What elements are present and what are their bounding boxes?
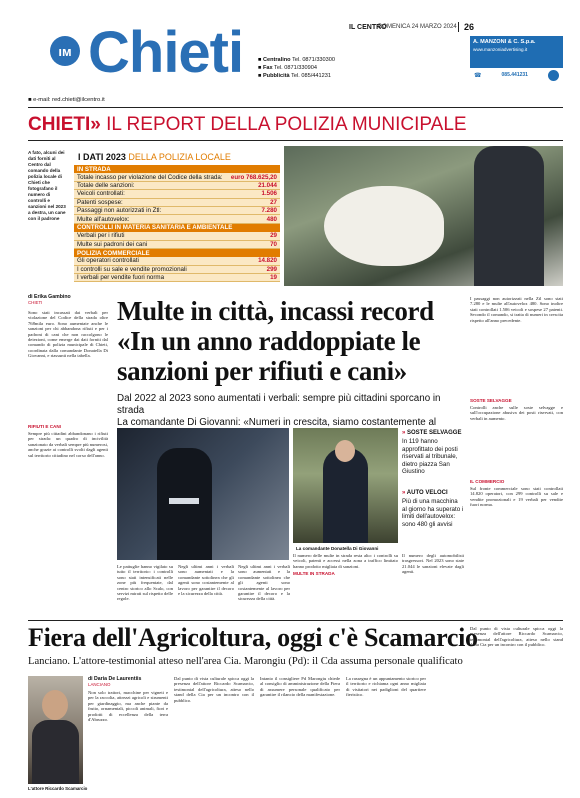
- section-city: CHIETI: [28, 114, 91, 135]
- table-row: Multe all'autovelox: 480: [74, 215, 280, 223]
- article1-column-1: Sono stati incassati dai verbali per violazione del Codice della strada oltre 768mila euro. Sono aumentate anche le sanzioni per chi abbandona rifiuti e per i padroni di cani che non raccolgono le deiezioni, come emerge dai dati forniti dal comando di polizia municipale di Chieti, coordinata dalla comandante Donatella Di Giovanni, e riassunti nella tabella.: [28, 310, 108, 359]
- table-row: Passaggi non autorizzati in Ztl: 7.280: [74, 207, 280, 215]
- ad-phone-strip: [470, 68, 563, 82]
- comandante-photo: [293, 428, 398, 543]
- article1-column-e: Il numero degli automobilisti trasgressori. Nel 2023 sono state 21.044 le sanzioni elevate dagli agenti.: [402, 553, 464, 575]
- ad-company: A. MANZONI & C. S.p.a.: [473, 39, 536, 45]
- table-row: Gli operatori controllati 14.820: [74, 257, 280, 265]
- article2-column-4: La rassegna è un appuntamento storico per il territorio e richiama ogni anno migliaia di visitatori nei padiglioni del quartiere fieristico.: [346, 676, 426, 698]
- article1-subhead: Dal 2022 al 2023 sono aumentati i verbali: sempre più cittadini sporcano in strada La comandante Di Giovanni: «Numeri in crescita, siamo costantemente al: [117, 393, 441, 428]
- box-title: » AUTO VELOCI: [402, 490, 448, 496]
- police-officer-shape: [157, 448, 212, 560]
- table-row: Multe sui padroni dei cani 70: [74, 241, 280, 249]
- table-row: I verbali per vendite fuori norma 19: [74, 274, 280, 282]
- article2-column-3: Intanto il consigliere Pd Marongiu chiede al consiglio di amministrazione della Fiera di assumere personale qualificato per garantire il rilancio della manifestazione.: [260, 676, 340, 698]
- box-arrow: »: [402, 430, 408, 436]
- masthead-title: Chieti: [88, 20, 244, 85]
- table-row: Totale incasso per violazione del Codice della strada: euro 768.625,20: [74, 173, 280, 181]
- table-header: [74, 148, 280, 165]
- box-arrow: »: [402, 490, 407, 496]
- article1-headline: Multe in città, incassi record «In un anno raddoppiate le sanzioni per rifiuti e cani»: [117, 296, 434, 386]
- email-line: ■ e-mail: red.chieti@ilcentro.it: [28, 97, 105, 103]
- comandante-face-shape: [335, 440, 355, 462]
- table-row: I controlli su sale e vendite promozionali 299: [74, 266, 280, 274]
- table-row: Verbali per i rifiuti 29: [74, 232, 280, 240]
- box-soste-selvagge: [402, 430, 464, 476]
- article2-byline: di Daria De Laurentiis LANCIANO: [88, 676, 142, 687]
- ad-phone: 085.441231: [501, 72, 528, 78]
- article-separator: [28, 620, 563, 621]
- box-text: Più di una macchina al giorno ha superato i limiti dell'autovelox: sono 480 gli avvisi: [402, 498, 464, 528]
- scamarcio-face-shape: [42, 690, 68, 720]
- section-topic: IL REPORT DELLA POLIZIA MUNICIPALE: [106, 114, 467, 135]
- ad-box: [470, 36, 563, 82]
- table-section-title: POLIZIA COMMERCIALE: [74, 249, 280, 257]
- article2-column-5: Dal punto di vista culturale spicca oggi la presenza dell'attore Riccardo Scamarcio, testimonial dell'agricoltura, atteso nello stand della Cia per un incontro con il pubblico.: [470, 626, 563, 648]
- sidebar-caption: A fato, alcuni dei dati forniti al Centro dal comando della polizia locale di Chieti che fotografano il numero di controlli e sanzioni nel 2023 a destra, un cane con il padrone: [28, 150, 66, 221]
- article1-cap-multe: MULTE IN STRADA: [293, 571, 335, 577]
- contact-row: ■ Centralino Tel. 0871/330300: [258, 57, 335, 63]
- header-divider: [458, 22, 459, 32]
- article2-headline: Fiera dell'Agricoltura, oggi c'è Scamarcio: [28, 623, 478, 652]
- contact-row: ■ Fax Tel. 0871/330904: [258, 65, 317, 71]
- person-shape: [474, 146, 544, 286]
- ad-logo-icon: [548, 70, 559, 81]
- box-title: » SOSTE SELVAGGE: [402, 430, 462, 436]
- table-header-prefix: I DATI 2023: [78, 151, 126, 162]
- issue-date: DOMENICA 24 MARZO 2024: [378, 24, 457, 30]
- data-table: [74, 148, 280, 282]
- article1-column-c: Negli ultimi anni i verbali sono aumentati e la comandante sottolinea che gli agenti sono costantemente al lavoro per garantire il decoro e la sicurezza della città.: [178, 564, 234, 597]
- article1-cap-commercio: IL COMMERCIO: [470, 479, 505, 484]
- paper-name: IL CENTRO: [349, 24, 387, 31]
- table-row: Totale delle sanzioni: 21.044: [74, 182, 280, 190]
- masthead-logo-mark: ıᴍ: [50, 36, 80, 66]
- police-text-shape: [169, 498, 199, 504]
- article1-cap-rifiuti: RIFIUTI E CANI: [28, 424, 61, 429]
- article2-subhead: Lanciano. L'attore-testimonial atteso nell'area Cia. Marongiu (Pd): il Cda assuma personale qualificato: [28, 656, 463, 667]
- article1-column-b: Le pattuglie hanno vigilato su tutto il territorio: i controlli sono stati intensificati nelle zone più frequentate, dal centro storico allo Scalo, con servizi mirati sul rispetto delle regole.: [117, 564, 173, 602]
- article1-byline: di Erika Gambino CHIETI: [28, 294, 71, 305]
- article1-right-text-1: Controlli anche sulle soste selvagge e sull'occupazione abusiva dei posti riservati, con verbali in aumento.: [470, 405, 563, 421]
- police-photo: [117, 428, 289, 560]
- table-section-title: IN STRADA: [74, 165, 280, 173]
- comandante-photo-caption: La comandante Donatella Di Giovanni: [296, 546, 379, 551]
- table-row: Veicoli controllati: 1.506: [74, 190, 280, 198]
- header-bottom-rule: [28, 107, 563, 108]
- dog-shape: [324, 186, 444, 266]
- ad-site: www.manzoniadvertising.it: [473, 47, 528, 52]
- article1-cap-soste: SOSTE SELVAGGE: [470, 398, 512, 403]
- article1-column-1b: Sempre più cittadini abbandonano i rifiuti per strada: un quadro di incivilità sanzionato da verbali sempre più numerosi, anche grazie ai controlli svolti dagli agenti sul territorio cittadino nel corso dell'anno.: [28, 431, 108, 458]
- comandante-shape: [323, 448, 368, 543]
- scamarcio-photo: [28, 676, 83, 784]
- scamarcio-photo-caption: L'attore Riccardo Scamarcio: [28, 786, 88, 791]
- phone-icon: ☎: [474, 72, 482, 79]
- section-arrows: »: [90, 114, 101, 135]
- dog-photo: [284, 146, 563, 286]
- article2-column-1: Non solo trattori, macchine per vigneti e per la raccolta, attrezzi agricoli e strumenti per giardinaggio, ma anche piante da frutto, ornamentali, piccoli animali, fiori e prodotti di eccellenza della terra d'Abruzzo.: [88, 690, 168, 723]
- box-auto-veloci: [402, 490, 464, 528]
- article1-column-c2: Negli ultimi anni i verbali sono aumentati e la comandante sottolinea che gli agenti sono costantemente al lavoro per garantire il decoro e la sicurezza della città.: [238, 564, 290, 602]
- article2-column-2: Dal punto di vista culturale spicca oggi la presenza dell'attore Riccardo Scamarcio, testimonial dell'agricoltura, atteso nello stand della Cia per un incontro con il pubblico.: [174, 676, 254, 703]
- section-rule: [28, 140, 563, 141]
- page-number: 26: [464, 22, 475, 32]
- table-row: Patenti sospese: 27: [74, 199, 280, 207]
- section-title: [28, 114, 467, 136]
- box-text: In 119 hanno approfittato dei posti riservati al tribunale, dietro piazza San Giustino: [402, 438, 458, 476]
- table-section-title: CONTROLLI IN MATERIA SANITARIA E AMBIENTALE: [74, 224, 280, 232]
- article1-column-d: Il numero delle multe in strada resta alto: i controlli su veicoli, patenti e accessi nella zona a traffico limitato hanno prodotto migliaia di sanzioni. MULTE IN STRADA: [293, 553, 398, 577]
- scamarcio-body-shape: [32, 720, 79, 784]
- article1-right-text-2: Sul fronte commerciale sono stati controllati 14.820 operatori, con 299 controlli su sale e vendite promozionali e 19 verbali per vendite fuori norma.: [470, 486, 563, 508]
- table-header-rest: DELLA POLIZIA LOCALE: [128, 151, 231, 162]
- contact-row: ■ Pubblicità Tel. 085/441231: [258, 73, 331, 79]
- contacts-block: [258, 56, 335, 80]
- article1-right-column: I passaggi non autorizzati nella Ztl sono stati 7.280 e le multe all'autovelox 480. Sono inoltre stati controllati 1.506 veicoli e sospese 27 patenti. Secondo il comando, si tratta di numeri in crescita rispetto all'anno precedente.: [470, 296, 563, 323]
